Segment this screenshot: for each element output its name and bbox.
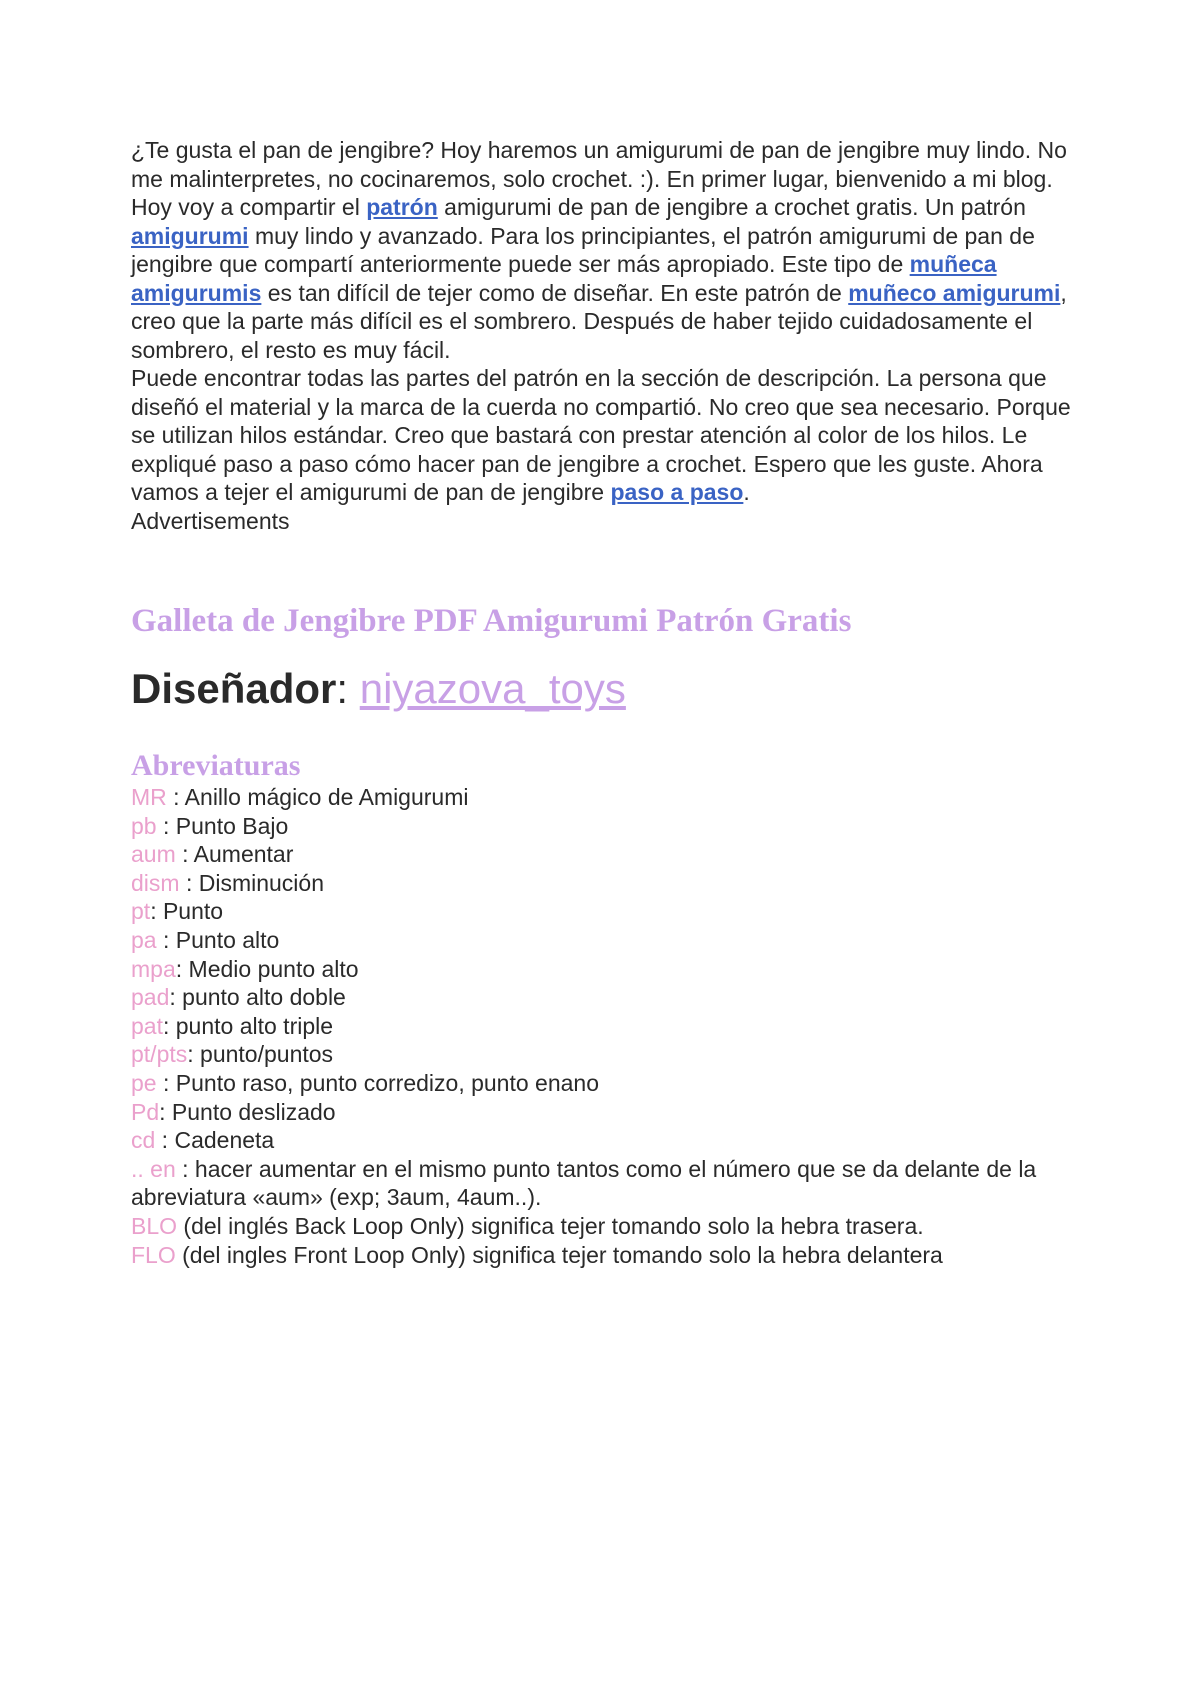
list-item — [131, 983, 1091, 1012]
intro-text: es tan difícil de tejer como de diseñar. En este patrón de — [261, 279, 849, 306]
abbreviation-key: cd — [131, 1127, 156, 1154]
abbreviation-key: Pd — [131, 1098, 160, 1125]
page-title: Galleta de Jengibre PDF Amigurumi Patrón Gratis — [131, 603, 852, 639]
abbreviation-description: : Aumentar — [175, 841, 294, 868]
abbreviation-description: : Medio punto alto — [175, 955, 359, 982]
abbreviation-key: pa — [131, 926, 157, 953]
abbreviation-key: aum — [131, 841, 176, 868]
intro-text: ¿Te gusta el pan de jengibre? Hoy haremos un amigurumi de pan de jengibre muy lindo. No me malinterpretes, no cocinaremos, solo crochet. :). En primer lugar, bienvenido a mi blog. Hoy voy a compartir el — [131, 137, 1067, 220]
document-page — [131, 136, 1091, 1269]
list-item — [131, 926, 1091, 955]
abbreviation-key: pe — [131, 1069, 157, 1096]
abbreviation-key: mpa — [131, 955, 176, 982]
designer-separator: : — [336, 665, 360, 712]
abbreviation-key: pt — [131, 898, 151, 925]
abbreviation-key: pb — [131, 812, 157, 839]
link-amigurumi[interactable]: amigurumi — [131, 222, 249, 249]
list-item — [131, 1212, 1091, 1241]
abbreviation-key: dism — [131, 869, 180, 896]
intro-text: Puede encontrar todas las partes del patrón en la sección de descripción. La persona que diseñó el material y la marca de la cuerda no compartió. No creo que sea necesario. Porque se utilizan hilos estándar. Creo que bastará con prestar atención al color de los hilos. Le expliqué paso a paso cómo hacer pan de jengibre a crochet. Espero que les guste. Ahora vamos a tejer el amigurumi de pan de jengibre — [131, 365, 1071, 505]
abbreviation-key: pad — [131, 984, 170, 1011]
intro-text: . — [743, 479, 750, 505]
abbreviation-key: pt/pts — [131, 1041, 188, 1068]
designer-line — [131, 663, 1091, 715]
list-item — [131, 783, 1091, 812]
list-item — [131, 840, 1091, 869]
abbreviation-description: (del ingles Front Loop Only) significa tejer tomando solo la hebra delantera — [175, 1241, 943, 1268]
link-patron[interactable]: patrón — [366, 194, 438, 220]
abbreviation-description: : Punto alto — [156, 926, 280, 953]
intro-text: , creo que la parte más difícil es el sombrero. Después de haber tejido cuidadosamente el sombrero, el resto es muy fácil. — [131, 279, 1067, 363]
list-item — [131, 1012, 1091, 1041]
link-paso-a-paso[interactable]: paso a paso — [610, 479, 744, 505]
list-item — [131, 1126, 1091, 1155]
abbreviation-description: (del inglés Back Loop Only) significa tejer tomando solo la hebra trasera. — [177, 1212, 924, 1239]
abbreviation-key: MR — [131, 784, 167, 810]
abbreviation-description: : hacer aumentar en el mismo punto tantos como el número que se da delante de la abreviatura «aum» (exp; 3aum, 4aum..). — [131, 1155, 1037, 1211]
list-item — [131, 955, 1091, 984]
advertisements-label: Advertisements — [131, 507, 290, 534]
abbreviation-key: pat — [131, 1012, 163, 1039]
abbreviation-description: : Punto deslizado — [159, 1098, 336, 1125]
link-muneca-amigurumis[interactable]: muñeca amigurumis — [131, 251, 997, 306]
abbreviation-key: FLO — [131, 1241, 176, 1268]
abbreviation-key: .. en — [131, 1155, 176, 1182]
abbreviation-key: BLO — [131, 1212, 178, 1239]
list-item — [131, 869, 1091, 898]
abbreviation-description: : punto/puntos — [187, 1041, 334, 1068]
list-item — [131, 1155, 1091, 1212]
intro-text: muy lindo y avanzado. Para los principiantes, el patrón amigurumi de pan de jengibre que compartí anteriormente puede ser más apropiado. Este tipo de — [131, 222, 1035, 277]
abbreviations-heading: Abreviaturas — [131, 749, 301, 782]
list-item — [131, 1069, 1091, 1098]
abbreviation-description: : Punto raso, punto corredizo, punto enano — [156, 1069, 600, 1096]
abbreviation-description: : Cadeneta — [155, 1127, 275, 1154]
abbreviation-description: : punto alto triple — [162, 1012, 334, 1039]
abbreviation-description: : Anillo mágico de Amigurumi — [166, 784, 469, 810]
abbreviations-list — [131, 783, 1091, 1269]
link-muneco-amigurumi[interactable]: muñeco amigurumi — [848, 279, 1061, 306]
intro-text: amigurumi de pan de jengibre a crochet gratis. Un patrón — [437, 194, 1026, 220]
intro-paragraph — [131, 136, 1091, 507]
list-item — [131, 897, 1091, 926]
abbreviation-description: : Disminución — [179, 869, 324, 896]
abbreviation-description: : punto alto doble — [169, 984, 346, 1011]
list-item — [131, 812, 1091, 841]
abbreviation-description: : Punto Bajo — [156, 812, 289, 839]
list-item — [131, 1098, 1091, 1127]
designer-link[interactable]: niyazova_toys — [359, 665, 626, 712]
list-item — [131, 1241, 1091, 1270]
list-item — [131, 1040, 1091, 1069]
abbreviation-description: : Punto — [150, 898, 224, 925]
designer-label: Diseñador — [131, 665, 337, 712]
